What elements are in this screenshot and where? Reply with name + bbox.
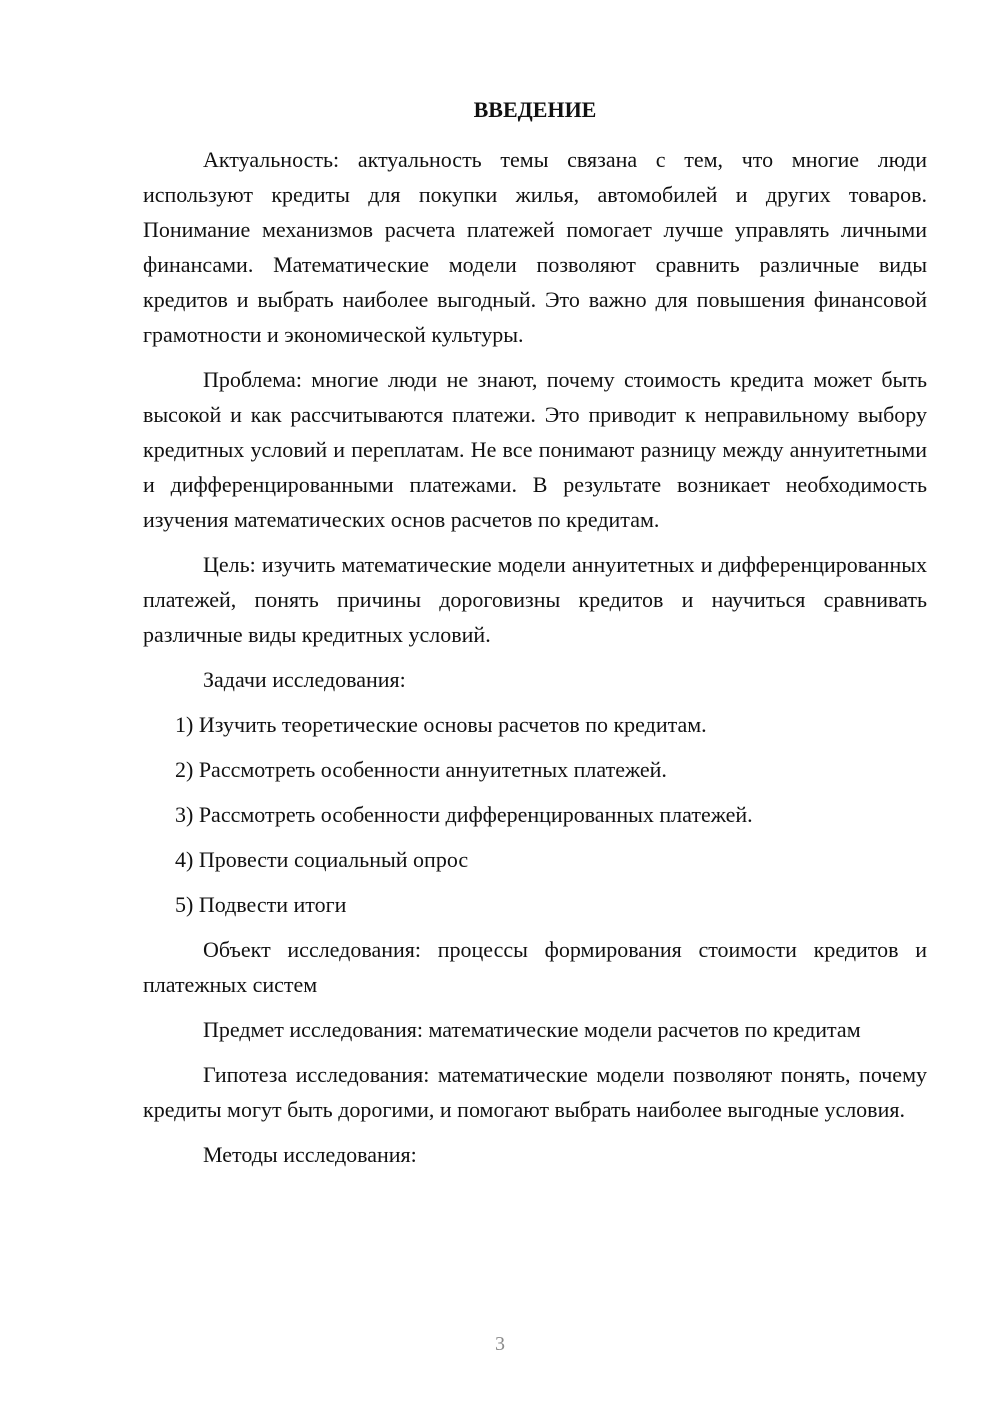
page-title: ВВЕДЕНИЕ <box>473 97 597 122</box>
list-item: 5) Подвести итоги <box>175 892 347 917</box>
list-item: 1) Изучить теоретические основы расчетов по кредитам. <box>175 712 707 737</box>
tasks-heading: Задачи исследования: <box>203 667 406 692</box>
paragraph-relevance: Актуальность: актуальность темы связана с тем, что многие люди используют кредиты для покупки жилья, автомобилей и других товаров. Понимание механизмов расчета платежей помогает лучше управлять личными финансами. Математические модели позволяют сравнить различные виды кредитов и выбрать наиболее выгодный. Это важно для повышения финансовой грамотности и экономической культуры. <box>143 147 927 347</box>
tasks-list <box>143 707 927 922</box>
list-item: 4) Провести социальный опрос <box>175 847 469 872</box>
document-body <box>143 142 927 1172</box>
methods-heading: Методы исследования: <box>203 1142 417 1167</box>
paragraph-subject: Предмет исследования: математические модели расчетов по кредитам <box>203 1017 861 1042</box>
list-item: 2) Рассмотреть особенности аннуитетных платежей. <box>175 757 667 782</box>
paragraph-problem: Проблема: многие люди не знают, почему стоимость кредита может быть высокой и как рассчитываются платежи. Это приводит к неправильному выбору кредитных условий и переплатам. Не все понимают разницу между аннуитетными и дифференцированными платежами. В результате возникает необходимость изучения математических основ расчетов по кредитам. <box>143 367 927 532</box>
paragraph-goal: Цель: изучить математические модели аннуитетных и дифференцированных платежей, понять причины дороговизны кредитов и научиться сравнивать различные виды кредитных условий. <box>143 552 927 647</box>
paragraph-object: Объект исследования: процессы формирования стоимости кредитов и платежных систем <box>143 937 927 997</box>
paragraph-hypothesis: Гипотеза исследования: математические модели позволяют понять, почему кредиты могут быть дорогими, и помогают выбрать наиболее выгодные условия. <box>143 1062 927 1122</box>
list-item: 3) Рассмотреть особенности дифференцированных платежей. <box>175 802 753 827</box>
page-number: 3 <box>495 1333 505 1355</box>
